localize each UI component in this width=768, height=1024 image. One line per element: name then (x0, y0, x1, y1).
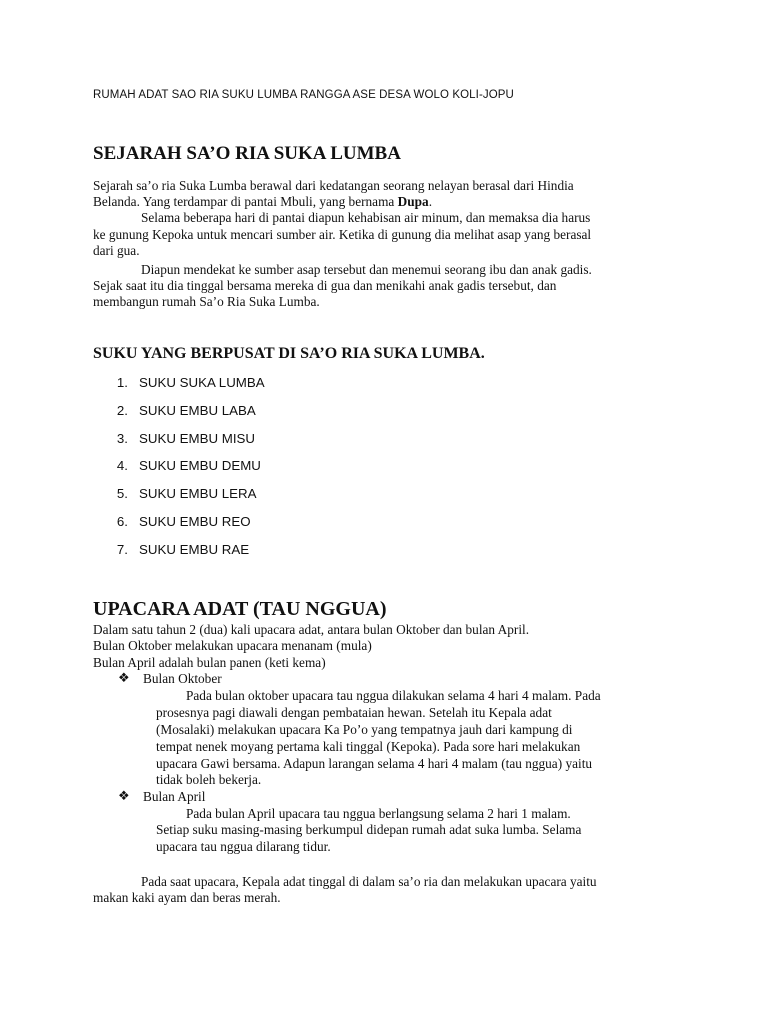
bold-name-dupa: Dupa (397, 194, 429, 209)
list-label: SUKU EMBU LABA (139, 402, 256, 418)
paragraph-line: Pada saat upacara, Kepala adat tinggal di dalam sa’o ria dan melakukan upacara yaitu (141, 874, 597, 889)
list-number: 4. (116, 458, 128, 474)
paragraph-line: upacara tau nggua dilarang tidur. (156, 839, 331, 854)
paragraph-line: tempat nenek moyang pertama kali tinggal (Kepoka). Pada sore hari melakukan (156, 739, 581, 754)
bullet-title-april: Bulan April (143, 789, 206, 804)
list-label: SUKU EMBU MISU (139, 430, 255, 446)
paragraph-line: (Mosalaki) melakukan upacara Ka Po’o yang tempatnya jauh dari kampung di (156, 722, 573, 737)
paragraph-line: Pada bulan April upacara tau nggua berlangsung selama 2 hari 1 malam. (186, 806, 571, 821)
paragraph-line: Bulan April adalah bulan panen (keti kema) (93, 655, 326, 670)
paragraph-line: Pada bulan oktober upacara tau nggua dilakukan selama 4 hari 4 malam. Pada (186, 688, 601, 703)
paragraph-line: ke gunung Kepoka untuk mencari sumber air. Ketika di gunung dia melihat asap yang berasal (93, 227, 592, 242)
document-title: RUMAH ADAT SAO RIA SUKU LUMBA RANGGA ASE DESA WOLO KOLI-JOPU (93, 89, 514, 101)
paragraph-line: makan kaki ayam dan beras merah. (93, 890, 281, 905)
list-number: 7. (116, 541, 128, 557)
section-heading-upacara: UPACARA ADAT (TAU NGGUA) (93, 598, 387, 620)
paragraph-line: Bulan Oktober melakukan upacara menanam (mula) (93, 638, 372, 653)
text-run: . (428, 194, 433, 209)
paragraph-line (93, 194, 432, 210)
list-number: 3. (116, 430, 128, 446)
paragraph-line: membangun rumah Sa’o Ria Suka Lumba. (93, 294, 320, 309)
list-label: SUKU EMBU LERA (139, 486, 257, 502)
text-run: Belanda. Yang terdampar di pantai Mbuli, yang bernama (93, 194, 398, 209)
paragraph-line: Setiap suku masing-masing berkumpul didepan rumah adat suka lumba. Selama (156, 822, 582, 837)
diamond-bullet-icon: ❖ (118, 671, 130, 686)
list-number: 6. (116, 513, 128, 529)
paragraph-line: prosesnya pagi diawali dengan pembataian hewan. Setelah itu Kepala adat (156, 705, 552, 720)
list-label: SUKU EMBU REO (139, 513, 251, 529)
paragraph-line: Dalam satu tahun 2 (dua) kali upacara adat, antara bulan Oktober dan bulan April. (93, 622, 530, 637)
paragraph-line: upacara Gawi bersama. Adapun larangan selama 4 hari 4 malam (tau nggua) yaitu (156, 756, 593, 771)
paragraph-line: Sejak saat itu dia tinggal bersama mereka di gua dan menikahi anak gadis tersebut, dan (93, 278, 557, 293)
section-heading-suku: SUKU YANG BERPUSAT DI SA’O RIA SUKA LUMBA. (93, 345, 485, 362)
paragraph-line: dari gua. (93, 243, 140, 258)
paragraph-line: Sejarah sa’o ria Suka Lumba berawal dari kedatangan seorang nelayan berasal dari Hindia (93, 178, 574, 193)
bullet-title-oktober: Bulan Oktober (143, 671, 222, 686)
section-heading-sejarah: SEJARAH SA’O RIA SUKA LUMBA (93, 143, 401, 164)
list-label: SUKU EMBU DEMU (139, 458, 261, 474)
list-number: 1. (116, 375, 128, 390)
paragraph-line: tidak boleh bekerja. (156, 772, 262, 787)
paragraph-line: Selama beberapa hari di pantai diapun kehabisan air minum, dan memaksa dia harus (141, 210, 591, 225)
list-label: SUKU EMBU RAE (139, 541, 250, 557)
diamond-bullet-icon: ❖ (118, 789, 130, 804)
list-label: SUKU SUKA LUMBA (139, 375, 265, 390)
list-number: 2. (116, 402, 128, 418)
list-number: 5. (116, 486, 128, 502)
paragraph-line: Diapun mendekat ke sumber asap tersebut dan menemui seorang ibu dan anak gadis. (141, 262, 592, 277)
